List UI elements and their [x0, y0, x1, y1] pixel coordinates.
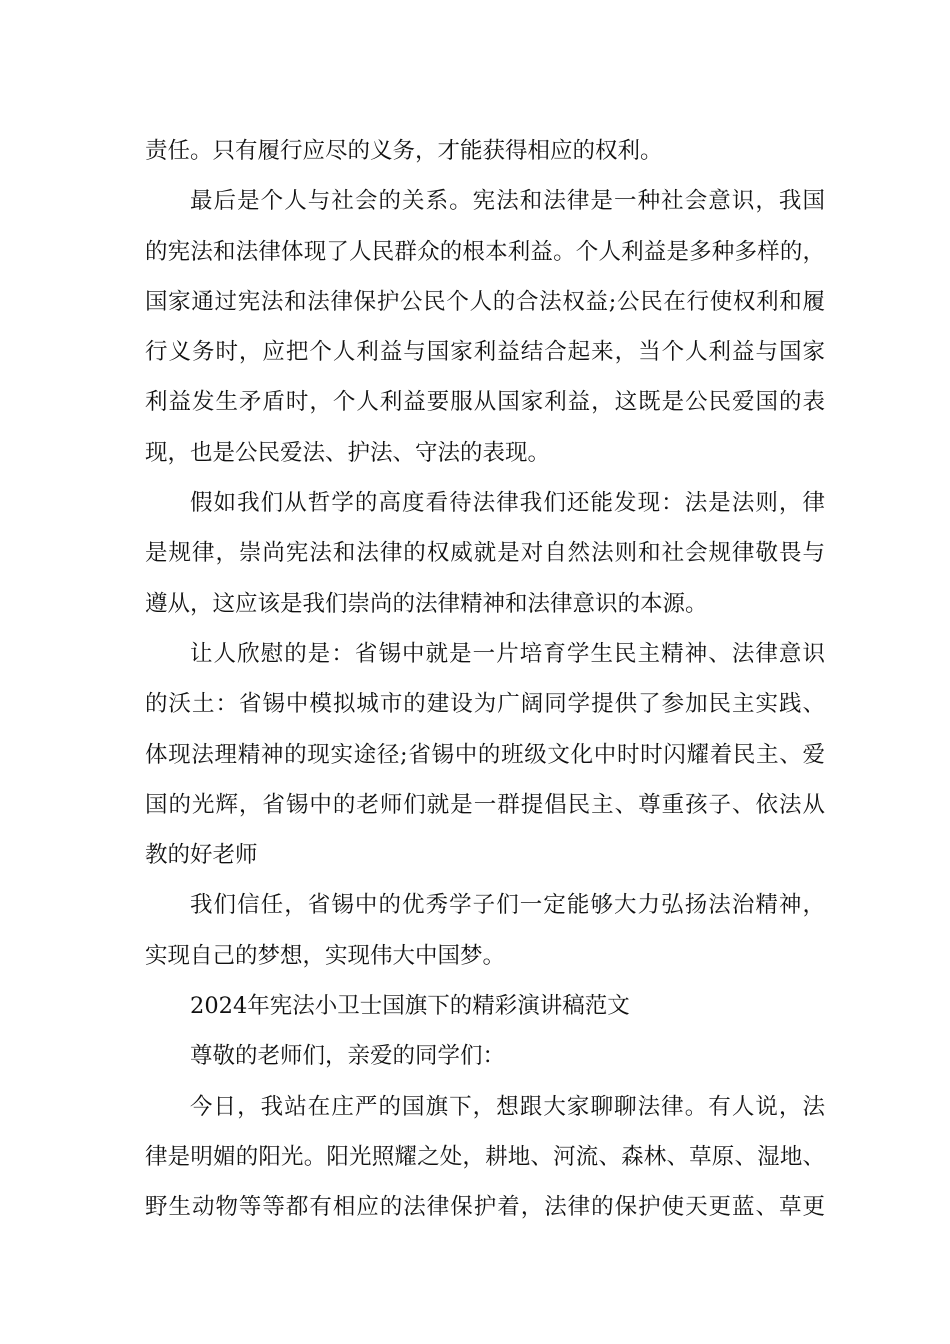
text-line: 国家通过宪法和法律保护公民个人的合法权益;公民在行使权利和履 [145, 288, 825, 315]
text-line: 行义务时，应把个人利益与国家利益结合起来，当个人利益与国家 [145, 339, 825, 366]
text-line: 我们信任，省锡中的优秀学子们一定能够大力弘扬法治精神， [190, 892, 825, 919]
text-line: 遵从，这应该是我们崇尚的法律精神和法律意识的本源。 [145, 590, 708, 617]
text-line: 责任。只有履行应尽的义务，才能获得相应的权利。 [145, 138, 663, 164]
text-line: 教的好老师 [145, 842, 258, 869]
section-heading: 2024年宪法小卫士国旗下的精彩演讲稿范文 [190, 993, 630, 1020]
text-line: 今日，我站在庄严的国旗下，想跟大家聊聊法律。有人说，法 [190, 1093, 825, 1120]
salutation: 尊敬的老师们，亲爱的同学们： [190, 1043, 506, 1070]
text-line: 体现法理精神的现实途径;省锡中的班级文化中时时闪耀着民主、爱 [145, 741, 825, 768]
text-line: 国的光辉，省锡中的老师们就是一群提倡民主、尊重孩子、依法从 [145, 791, 825, 818]
text-line: 的宪法和法律体现了人民群众的根本利益。个人利益是多种多样的， [145, 238, 825, 265]
text-line: 利益发生矛盾时，个人利益要服从国家利益，这既是公民爱国的表 [145, 389, 825, 416]
text-line: 的沃土：省锡中模拟城市的建设为广阔同学提供了参加民主实践、 [145, 691, 825, 718]
text-line: 野生动物等等都有相应的法律保护着，法律的保护使天更蓝、草更 [145, 1194, 825, 1221]
text-line: 实现自己的梦想，实现伟大中国梦。 [145, 942, 506, 969]
text-line: 是规律，崇尚宪法和法律的权威就是对自然法则和社会规律敬畏与 [145, 540, 825, 567]
document-body [145, 126, 825, 1233]
text-line: 假如我们从哲学的高度看待法律我们还能发现：法是法则，律 [190, 490, 825, 517]
text-line: 律是明媚的阳光。阳光照耀之处，耕地、河流、森林、草原、湿地、 [145, 1143, 825, 1170]
text-line: 最后是个人与社会的关系。宪法和法律是一种社会意识，我国 [190, 188, 825, 215]
text-line: 让人欣慰的是：省锡中就是一片培育学生民主精神、法律意识 [190, 640, 825, 667]
text-line: 现，也是公民爱法、护法、守法的表现。 [145, 439, 551, 466]
